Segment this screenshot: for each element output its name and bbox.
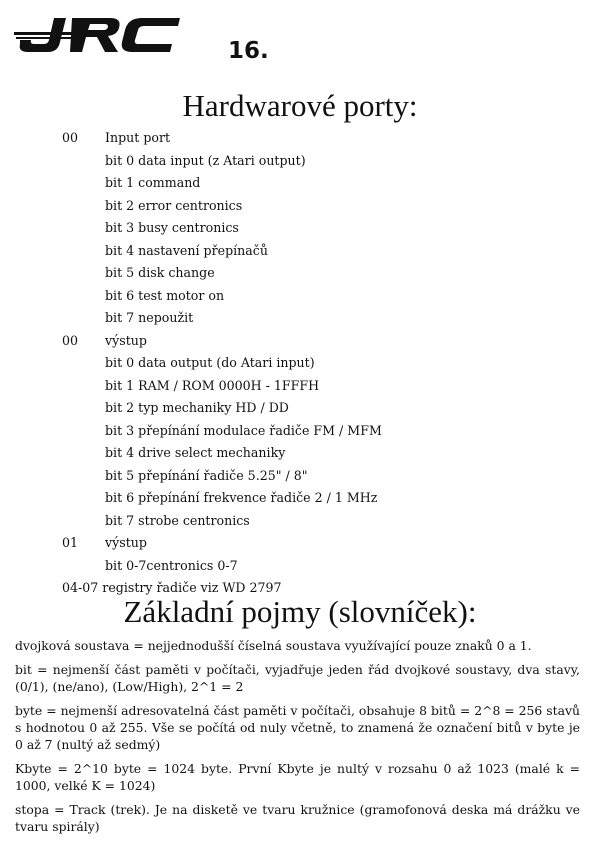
glossary-entry: dvojková soustava = nejjednodušší číselná soustava využívající pouze znaků 0 a 1. bbox=[15, 638, 532, 653]
port-registers-line: 04-07 registry řadiče viz WD 2797 bbox=[62, 580, 282, 595]
port-description: bit 4 drive select mechaniky bbox=[105, 445, 286, 460]
port-description: bit 0 data input (z Atari output) bbox=[105, 153, 306, 168]
port-description: bit 5 disk change bbox=[105, 265, 215, 280]
port-description: bit 3 přepínání modulace řadiče FM / MFM bbox=[105, 423, 382, 438]
port-address: 00 bbox=[62, 333, 79, 348]
port-description: bit 5 přepínání řadiče 5.25" / 8" bbox=[105, 468, 308, 483]
glossary-entry: byte = nejmenší adresovatelná část paměti v počítači, obsahuje 8 bitů = 2^8 = 256 stavů s hodnotou 0 až 255. Vše se počítá od nuly včetně, to znamená že označení bitů v byte je 0 až 7 (nultý až sedmý) bbox=[15, 703, 580, 752]
port-description: bit 3 busy centronics bbox=[105, 220, 239, 235]
port-description: bit 6 přepínání frekvence řadiče 2 / 1 MHz bbox=[105, 490, 378, 505]
port-description: výstup bbox=[105, 333, 147, 348]
port-description: bit 4 nastavení přepínačů bbox=[105, 243, 268, 258]
port-description: bit 2 typ mechaniky HD / DD bbox=[105, 400, 289, 415]
glossary bbox=[15, 637, 580, 842]
port-address: 01 bbox=[62, 535, 79, 550]
glossary-entry: Kbyte = 2^10 byte = 1024 byte. První Kbyte je nultý v rozsahu 0 až 1023 (malé k = 1000, velké K = 1024) bbox=[15, 761, 580, 793]
port-description: bit 6 test motor on bbox=[105, 288, 225, 303]
port-description: bit 1 command bbox=[105, 175, 201, 190]
glossary-entry: bit = nejmenší část paměti v počítači, vyjadřuje jeden řád dvojkové soustavy, dva stavy, (0/1), (ne/ano), (Low/High), 2^1 = 2 bbox=[15, 662, 580, 694]
jrc-logo bbox=[14, 14, 184, 56]
port-description: bit 1 RAM / ROM 0000H - 1FFFH bbox=[105, 378, 320, 393]
port-description: bit 2 error centronics bbox=[105, 198, 243, 213]
port-description: výstup bbox=[105, 535, 147, 550]
port-description: bit 0-7centronics 0-7 bbox=[105, 558, 238, 573]
port-description: Input port bbox=[105, 130, 171, 145]
section-title-hardware-ports: Hardwarové porty: bbox=[182, 88, 418, 123]
glossary-entry: stopa = Track (trek). Je na disketě ve tvaru kružnice (gramofonová deska má drážku ve tvaru spirály) bbox=[15, 802, 580, 834]
port-description: bit 0 data output (do Atari input) bbox=[105, 355, 315, 370]
port-description: bit 7 strobe centronics bbox=[105, 513, 250, 528]
section-title-glossary: Základní pojmy (slovníček): bbox=[123, 594, 477, 629]
port-description: bit 7 nepoužit bbox=[105, 310, 194, 325]
port-address: 00 bbox=[62, 130, 79, 145]
page-number: 16. bbox=[228, 38, 269, 64]
